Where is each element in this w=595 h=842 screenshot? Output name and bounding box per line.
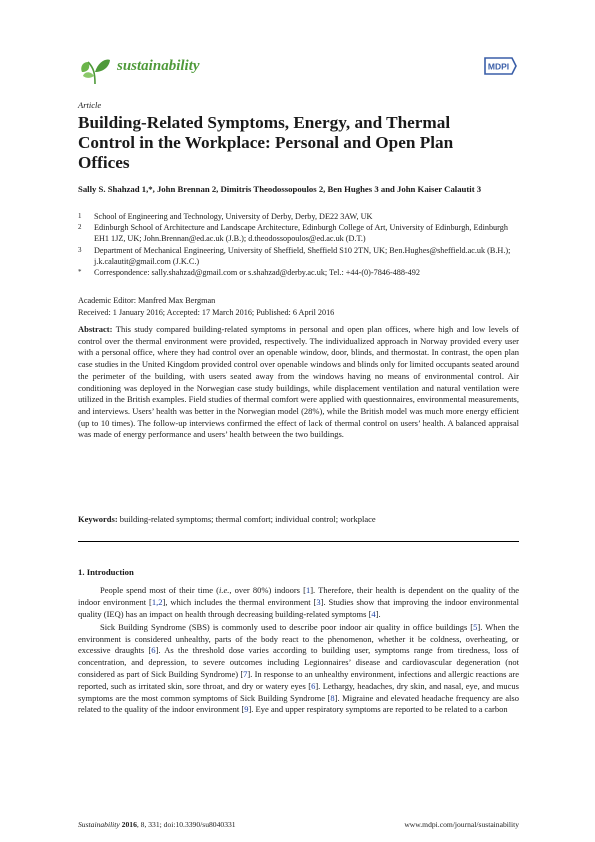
article-meta	[78, 295, 334, 319]
footer-url[interactable]: www.mdpi.com/journal/sustainability	[404, 820, 519, 829]
keywords-text: building-related symptoms; thermal comfort; individual control; workplace	[119, 514, 376, 524]
section-heading: 1. Introduction	[78, 567, 134, 577]
author-list: Sally S. Shahzad 1,*, John Brennan 2, Dimitris Theodossopoulos 2, Ben Hughes 3 and John Kaiser Calautit 3	[78, 184, 482, 194]
academic-editor: Academic Editor: Manfred Max Bergman	[78, 296, 216, 305]
footer-citation	[78, 820, 236, 829]
text-run: ]. Lethargy, headaches, dry skin, and nasal, eye, and mucus symptoms are the most common symptoms of Sick Building Syndrome [	[78, 680, 519, 703]
affiliation-mark: 3	[78, 245, 82, 254]
text-run: ], which includes the thermal environment [	[162, 596, 317, 607]
affiliation-list	[78, 211, 518, 278]
footer-journal: Sustainability	[78, 820, 120, 829]
text-run: ]. Eye and upper respiratory symptoms are reported to be related to a carbon	[248, 704, 508, 715]
text-run: , over 80%) indoors [	[229, 585, 306, 595]
affiliation-item	[78, 245, 518, 267]
abstract	[78, 324, 519, 441]
keywords	[78, 514, 519, 524]
citation-link[interactable]: 9	[244, 704, 249, 715]
section-divider	[78, 541, 519, 542]
text-run: ]. When the environment is considered unhealthy, parts of the body react to the phenomenon, whether it be coldness, overheating, or excessive draughts [	[78, 621, 520, 656]
text-run: Sick Building Syndrome (SBS) is commonly used to describe poor indoor air quality in office buildings [	[100, 621, 474, 632]
text-run: ]. As the threshold dose varies according to building user, symptoms range from tiredness, loss of concentration, and depression, to severe outcomes including Legionnaires’ disease and cardiovascular degeneration (not considered as part of Sick Building Syndrome) [	[78, 645, 520, 680]
citation-link[interactable]: 6	[311, 680, 316, 691]
citation-link[interactable]: 1,2	[151, 596, 163, 607]
article-type: Article	[78, 100, 102, 110]
leaf-logo-icon	[78, 52, 112, 86]
affiliation-text: School of Engineering and Technology, University of Derby, Derby, DE22 3AW, UK	[94, 212, 373, 221]
body-text	[78, 585, 519, 718]
affiliation-item	[78, 222, 518, 244]
mdpi-logo-text: MDPI	[487, 61, 510, 72]
journal-name: sustainability	[117, 58, 200, 74]
abstract-label: Abstract:	[78, 324, 113, 334]
text-run: i.e.	[218, 585, 230, 595]
citation-link[interactable]: 6	[151, 645, 156, 656]
affiliation-item	[78, 267, 518, 278]
keywords-label: Keywords:	[78, 514, 118, 524]
article-dates: Received: 1 January 2016; Accepted: 17 March 2016; Published: 6 April 2016	[78, 308, 335, 317]
citation-link[interactable]: 8	[330, 692, 335, 703]
affiliation-text: Department of Mechanical Engineering, University of Sheffield, Sheffield S10 2TN, UK; Ben.Hughes@sheffield.ac.uk (B.H.); j.k.calautit@gmail.com (J.K.C.)	[94, 245, 511, 266]
text-run: ]. Migraine and elevated headache frequency are also related to the quality of the indoor environment [	[78, 692, 519, 715]
affiliation-mark: 2	[78, 223, 82, 232]
affiliation-mark: *	[78, 268, 82, 277]
paragraph	[78, 585, 519, 620]
text-run: ].	[375, 608, 381, 619]
footer-year: 2016	[121, 820, 137, 829]
affiliation-text: Edinburgh School of Architecture and Landscape Architecture, Edinburgh College of Art, University of Edinburgh, Edinburgh EH1 1JZ, UK; John.Brennan@ed.ac.uk (J.B.); d.theodossopoulos@ed.ac.uk (D.T.)	[94, 223, 508, 244]
paragraph	[78, 622, 519, 716]
citation-link[interactable]: 5	[473, 621, 478, 632]
citation-link[interactable]: 3	[316, 596, 321, 607]
citation-link[interactable]: 1	[305, 585, 311, 595]
mdpi-logo-icon	[482, 54, 518, 78]
citation-link[interactable]: 7	[243, 669, 248, 680]
citation-link[interactable]: 4	[371, 608, 376, 619]
affiliation-item	[78, 211, 518, 222]
text-run: People spend most of their time (	[100, 585, 219, 595]
text-run: ]. In response to an unhealthy environment, infections and allergic reactions are reported, such as irritated skin, sore throat, and dry or watery eyes [	[78, 669, 519, 691]
article-title: Building-Related Symptoms, Energy, and Thermal Control in the Workplace: Personal and Open Plan Offices	[78, 113, 454, 172]
abstract-text: This study compared building-related symptoms in personal and open plan offices, where high and low levels of control over the thermal environment were provided, respectively. The individualized approach in Norway provided every user with a personal office, where they had control over an openable window, door, blinds, and thermostat. In contrast, the open plan case studies in the United Kingdom provided control over openable windows and blinds only for limited occupants seated around the perimeter of the building, with users seated away from the windows having no means of environmental control. Air conditioning was deployed in the Norwegian case study buildings, while displacement ventilation and natural ventilation were utilized in the British examples. Field studies of thermal comfort were applied with questionnaires, environmental measurements, and interviews. Users’ health was better in the Norwegian model (28%), while the British model was much more energy efficient (up to 10 times). The follow-up interviews confirmed the effect of lack of thermal control on users’ health. A balanced appraisal was made of energy performance and users’ health between the two buildings.	[78, 324, 519, 440]
affiliation-text: Correspondence: sally.shahzad@gmail.com or s.shahzad@derby.ac.uk; Tel.: +44-(0)-7846-488-492	[94, 268, 420, 278]
footer-doi: , 8, 331; doi:10.3390/su8040331	[136, 820, 236, 829]
text-run: ]. Therefore, their health is dependent on the quality of the indoor environment [	[78, 585, 519, 607]
text-run: ]. Studies show that improving the indoor environmental quality (IEQ) has an impact on health through decreasing building-related symptoms [	[78, 596, 520, 619]
affiliation-mark: 1	[78, 212, 82, 220]
